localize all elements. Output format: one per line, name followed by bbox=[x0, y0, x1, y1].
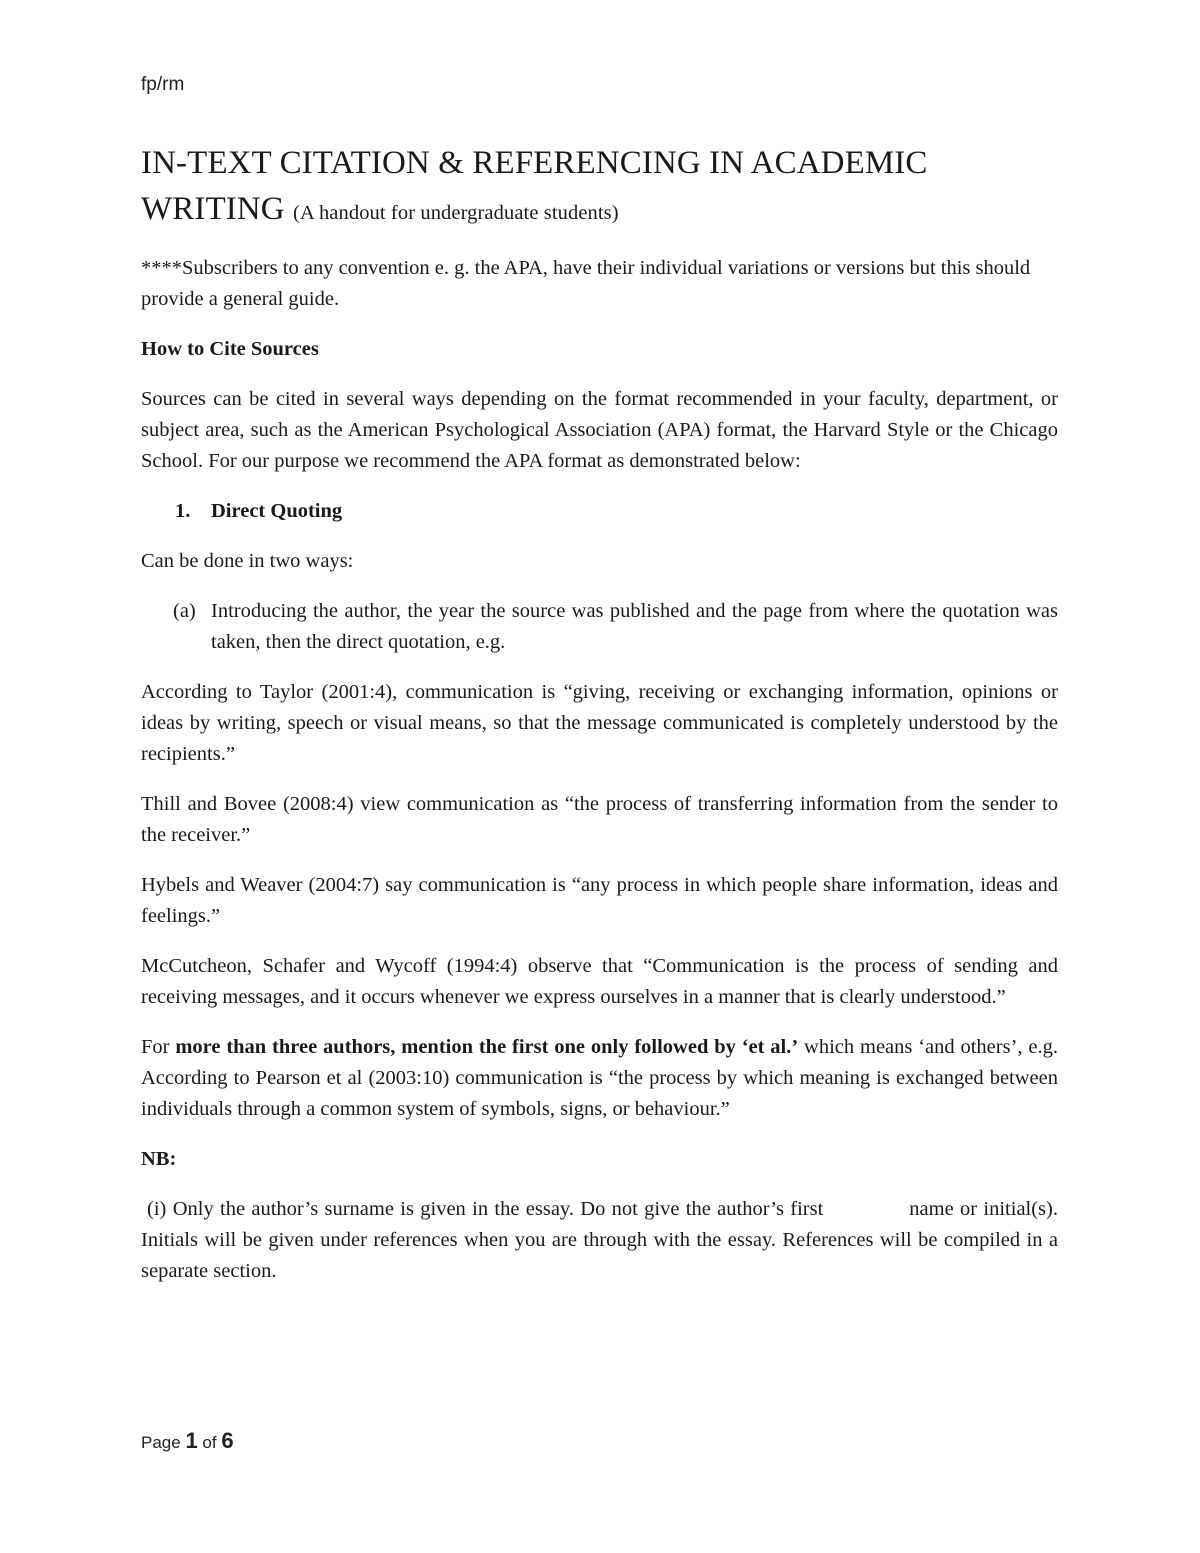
more-authors-paragraph bbox=[141, 1032, 1058, 1125]
note-part1: Only the author’s surname is given in the essay. Do not give the author’s first bbox=[172, 1198, 824, 1220]
intro-note: ****Subscribers to any convention e. g. the APA, have their individual variations or versions but this should provide a general guide. bbox=[141, 257, 1031, 310]
example-quote-mccutcheon: McCutcheon, Schafer and Wycoff (1994:4) observe that “Communication is the process of sending and receiving messages, and it occurs whenever we express ourselves in a manner that is clearly understood.” bbox=[141, 955, 1058, 1008]
list-item-direct-quoting bbox=[141, 496, 1058, 527]
section-paragraph: Sources can be cited in several ways depending on the format recommended in your faculty, department, or subject area, such as the American Psychological Association (APA) format, the Harvard Style or the Chicago School. For our purpose we recommend the APA format as demonstrated below: bbox=[141, 388, 1058, 472]
note-part2: name or initial(s). Initials will be given under references when you are through with the essay. References will be compiled in a separate section. bbox=[141, 1198, 1058, 1282]
more-authors-prefix: For bbox=[141, 1036, 176, 1058]
list-number: 1. bbox=[175, 500, 191, 522]
more-authors-bold: more than three authors, mention the first one only followed by ‘et al.’ bbox=[175, 1036, 799, 1058]
list-label: Direct Quoting bbox=[211, 500, 343, 522]
document-body bbox=[141, 140, 1058, 1287]
title-subtitle: (A handout for undergraduate students) bbox=[293, 202, 619, 224]
example-quote-taylor: According to Taylor (2001:4), communication is “giving, receiving or exchanging information, opinions or ideas by writing, speech or visual means, so that the message communicated is completely understood by the recipients.” bbox=[141, 681, 1058, 765]
note-label: (i) bbox=[147, 1198, 167, 1220]
page-header: fp/rm bbox=[141, 74, 185, 95]
footer-page-word: Page bbox=[141, 1433, 181, 1452]
footer-page-number: 1 bbox=[185, 1428, 198, 1453]
page-footer bbox=[141, 1428, 234, 1454]
sub-item-text: Introducing the author, the year the source was published and the page from where the quotation was taken, then the direct quotation, e.g. bbox=[211, 600, 1058, 653]
sub-item-label: (a) bbox=[173, 600, 196, 622]
ways-intro: Can be done in two ways: bbox=[141, 550, 354, 572]
nb-label: NB: bbox=[141, 1148, 177, 1170]
footer-total-pages: 6 bbox=[221, 1428, 234, 1453]
document-title bbox=[141, 140, 1058, 236]
footer-of-word: of bbox=[202, 1433, 217, 1452]
sub-item-a bbox=[141, 596, 1058, 658]
section-heading: How to Cite Sources bbox=[141, 338, 319, 360]
example-quote-thill-bovee: Thill and Bovee (2008:4) view communication as “the process of transferring information from the sender to the receiver.” bbox=[141, 793, 1058, 846]
nb-note-i bbox=[141, 1194, 1058, 1287]
example-quote-hybels-weaver: Hybels and Weaver (2004:7) say communication is “any process in which people share information, ideas and feelings.” bbox=[141, 874, 1058, 927]
title-main: IN-TEXT CITATION & REFERENCING IN ACADEMIC WRITING bbox=[141, 145, 928, 227]
more-authors-rest: which means ‘and others’, e.g. According to Pearson et al (2003:10) communication is “the process by which meaning is exchanged between individuals through a common system of symbols, signs, or behaviour.” bbox=[141, 1036, 1058, 1120]
